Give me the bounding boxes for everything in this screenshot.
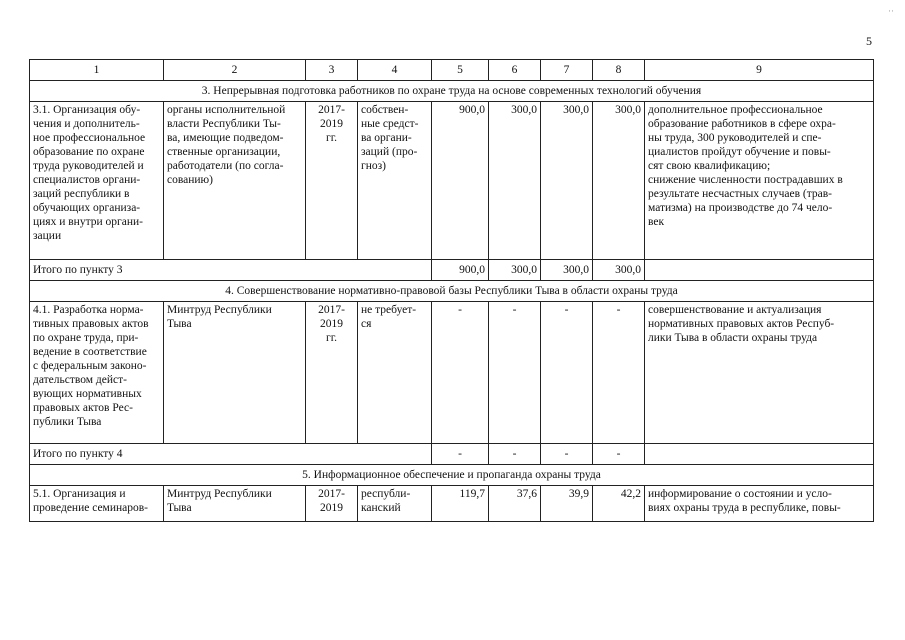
- amount-total-cell: 119,7: [432, 486, 489, 522]
- column-header: 9: [645, 60, 874, 81]
- section-title: 4. Совершенствование нормативно-правовой базы Республики Тыва в области охраны труда: [30, 281, 874, 302]
- measure-cell: 3.1. Организация обу- чения и дополнитель- ное профессиональное образование по охране труда руководителей и специалистов органи- заций республики в обучающих организа- циях и внутри органи- зации: [30, 102, 164, 260]
- total-cell: 300,0: [489, 260, 541, 281]
- executor-cell: Минтруд Республики Тыва: [164, 302, 306, 444]
- executor-cell: Минтруд Республики Тыва: [164, 486, 306, 522]
- total-cell: 300,0: [593, 260, 645, 281]
- total-row: [30, 444, 874, 465]
- section-title-row: [30, 281, 874, 302]
- total-cell: -: [541, 444, 593, 465]
- section-title: 3. Непрерывная подготовка работников по охране труда на основе современных технологий обучения: [30, 81, 874, 102]
- total-cell: -: [432, 444, 489, 465]
- total-cell: -: [489, 444, 541, 465]
- amount-2017-cell: 300,0: [489, 102, 541, 260]
- total-label: Итого по пункту 3: [30, 260, 432, 281]
- total-cell: -: [593, 444, 645, 465]
- amount-2019-cell: -: [593, 302, 645, 444]
- source-cell: республи- канский: [358, 486, 432, 522]
- amount-2018-cell: 39,9: [541, 486, 593, 522]
- total-cell: 900,0: [432, 260, 489, 281]
- corner-mark: ··: [888, 6, 894, 16]
- empty-cell: [645, 260, 874, 281]
- amount-2017-cell: 37,6: [489, 486, 541, 522]
- executor-cell: органы исполнительной власти Республики Ты- ва, имеющие подведом- ственные организации, работодатели (по согла- сованию): [164, 102, 306, 260]
- amount-2017-cell: -: [489, 302, 541, 444]
- result-cell: дополнительное профессиональное образование работников в сфере охра- ны труда, 300 руководителей и спе- циалистов пройдут обучение и повы- сят свою квалификацию; снижение численности пострадавших в результате несчастных случаев (трав- матизма) на производстве до 74 чело- век: [645, 102, 874, 260]
- amount-total-cell: -: [432, 302, 489, 444]
- column-header-row: [30, 60, 874, 81]
- column-header: 7: [541, 60, 593, 81]
- empty-cell: [645, 444, 874, 465]
- section-title-row: [30, 81, 874, 102]
- period-cell: 2017- 2019 гг.: [306, 102, 358, 260]
- amount-2019-cell: 300,0: [593, 102, 645, 260]
- column-header: 5: [432, 60, 489, 81]
- result-cell: информирование о состоянии и усло- виях охраны труда в республике, повы-: [645, 486, 874, 522]
- amount-total-cell: 900,0: [432, 102, 489, 260]
- total-label: Итого по пункту 4: [30, 444, 432, 465]
- column-header: 1: [30, 60, 164, 81]
- amount-2018-cell: 300,0: [541, 102, 593, 260]
- period-cell: 2017- 2019: [306, 486, 358, 522]
- total-row: [30, 260, 874, 281]
- measure-cell: 4.1. Разработка норма- тивных правовых актов по охране труда, при- ведение в соответствие с федеральным законо- дательством дейст- вующих нормативных правовых актов Рес- публики Тыва: [30, 302, 164, 444]
- amount-2018-cell: -: [541, 302, 593, 444]
- column-header: 2: [164, 60, 306, 81]
- amount-2019-cell: 42,2: [593, 486, 645, 522]
- table-row: [30, 302, 874, 444]
- table-row: [30, 486, 874, 522]
- table-row: [30, 102, 874, 260]
- column-header: 8: [593, 60, 645, 81]
- section-title-row: [30, 465, 874, 486]
- section-title: 5. Информационное обеспечение и пропаганда охраны труда: [30, 465, 874, 486]
- result-cell: совершенствование и актуализация нормативных правовых актов Респуб- лики Тыва в области охраны труда: [645, 302, 874, 444]
- source-cell: собствен- ные средст- ва органи- заций (про- гноз): [358, 102, 432, 260]
- period-cell: 2017- 2019 гг.: [306, 302, 358, 444]
- column-header: 3: [306, 60, 358, 81]
- total-cell: 300,0: [541, 260, 593, 281]
- source-cell: не требует- ся: [358, 302, 432, 444]
- program-table: [29, 59, 874, 522]
- measure-cell: 5.1. Организация и проведение семинаров-: [30, 486, 164, 522]
- page-number: 5: [866, 34, 872, 48]
- column-header: 6: [489, 60, 541, 81]
- column-header: 4: [358, 60, 432, 81]
